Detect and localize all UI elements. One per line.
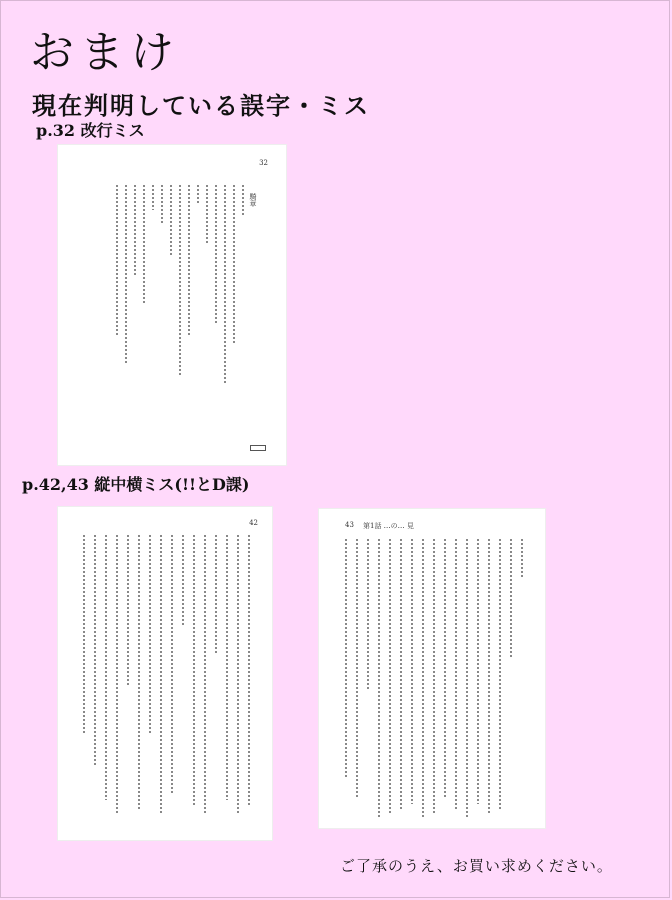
text-column [215,535,217,655]
text-column [242,185,244,215]
page-number: 32 [259,159,268,167]
text-column [152,185,154,210]
page-number: 43 [345,521,354,529]
text-column [170,185,172,255]
text-column [116,535,118,815]
text-column [389,539,391,814]
footer-note: ご了承のうえ、お買い求めください。 [340,857,613,875]
text-column [105,535,107,800]
text-column [204,535,206,815]
text-column [197,185,199,205]
section-caption-p32: p.32 改行ミス [36,121,145,140]
book-page-43 [319,509,545,828]
text-column [94,535,96,765]
text-column [143,185,145,305]
page-title: おまけ [30,27,180,78]
text-column [116,185,118,335]
text-column [138,535,140,810]
text-column [510,539,512,659]
text-column [422,539,424,819]
text-column [411,539,413,804]
text-column [455,539,457,809]
page-subtitle: 現在判明している誤字・ミス [32,91,370,120]
text-column [499,539,501,809]
text-column [149,535,151,735]
text-column [224,185,226,385]
text-column [161,185,163,225]
text-column [171,535,173,795]
book-page-42 [58,507,272,840]
text-column [444,539,446,799]
running-header: 第1話 …の… 見 [363,522,414,530]
page-marker [250,445,266,451]
text-column [215,185,217,325]
section-caption-p42-43: p.42,43 縦中横ミス(!!とD課) [22,475,250,494]
text-column [466,539,468,819]
page-number: 42 [249,519,258,527]
text-column [433,539,435,814]
text-column [521,539,523,579]
text-column [134,185,136,275]
text-column [127,535,129,685]
text-column [188,185,190,335]
text-column [367,539,369,689]
text-column [193,535,195,805]
text-column [237,535,239,815]
text-column [83,535,85,735]
text-column [233,185,235,345]
text-column [248,535,250,805]
text-column [400,539,402,809]
text-column [345,539,347,779]
book-page-32 [58,145,286,465]
text-column [378,539,380,819]
chapter-heading: 騎章 [249,193,257,207]
text-column [356,539,358,799]
text-column [160,535,162,815]
text-column [206,185,208,245]
text-column [477,539,479,804]
text-column [226,535,228,800]
text-column [125,185,127,365]
text-column [179,185,181,375]
text-column [182,535,184,625]
text-column [488,539,490,814]
